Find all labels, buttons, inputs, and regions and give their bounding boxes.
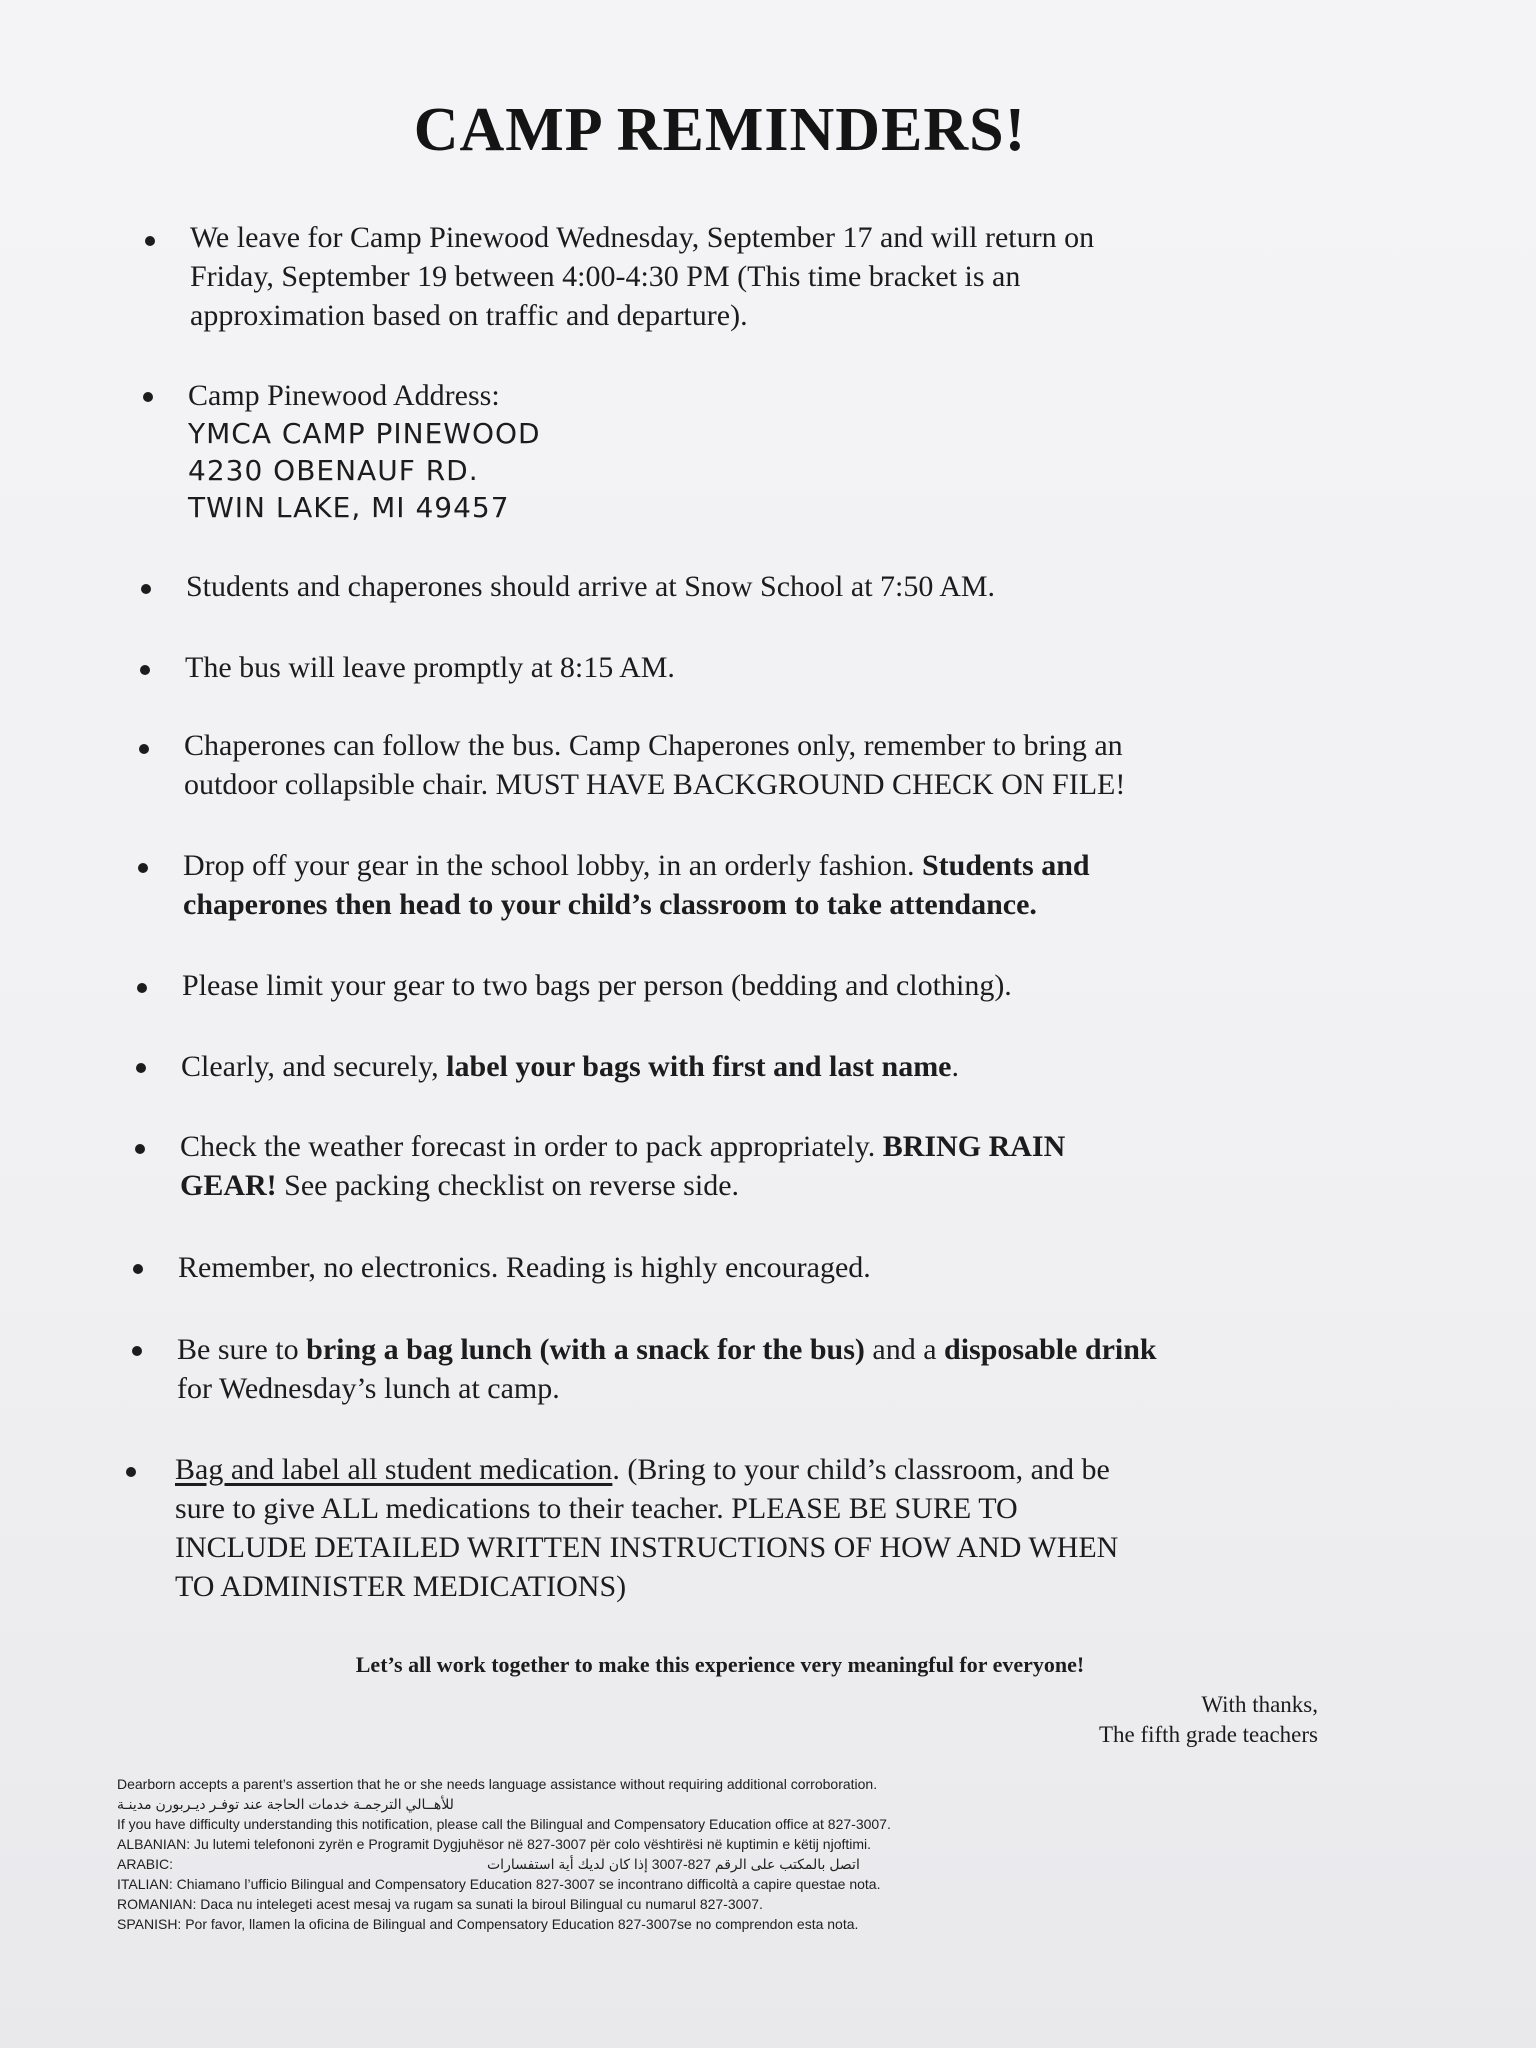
list-item-weather: Check the weather forecast in order to pack appropriately. BRING RAIN GEAR! See packing checklist on reverse side. xyxy=(180,1130,1066,1202)
list-item-gear-limit: Please limit your gear to two bags per person (bedding and clothing). xyxy=(182,969,1012,1002)
language-assistance-notice: Dearborn accepts a parent’s assertion that he or she needs language assistance without requiring additional corroboration. للأهــالي الترجمـة خدمات الحاجة عند توفـر ديـربورن مدينـة If you have difficulty understanding this notification, please call the Bilingual and Compensatory Education office at 827-3007. ALBANIAN: Ju lutemi telefononi zyrën e Programit Dygjuhësor në 827-3007 për colo vështirësi në kuptimin e këtij njoftimi. ARABIC: اتصل بالمكتب على الرقم 827-3007 إذا كان لديك أية استفسارات ITALIAN: Chiamano l’ufficio Bilingual and Compensatory Education 827-3007 se incontrano difficoltà a capire questae nota. ROMANIAN: Daca nu intelegeti acest mesaj va rugam sa sunati la biroul Bilingual cu numarul 827-3007. SPANISH: Por favor, llamen la oficina de Bilingual and Compensatory Education 827-3007se no comprendon esta nota. xyxy=(117,1776,891,1932)
list-item-labels: Clearly, and securely, label your bags with first and last name. xyxy=(181,1050,959,1083)
signoff: With thanks, The fifth grade teachers xyxy=(1098,1692,1318,1747)
closing-statement: Let’s all work together to make this experience very meaningful for everyone! xyxy=(355,1652,1085,1677)
list-item-chaperones: Chaperones can follow the bus. Camp Chaperones only, remember to bring an outdoor collapsible chair. MUST HAVE BACKGROUND CHECK ON FILE! xyxy=(184,729,1126,801)
bullet-icon xyxy=(136,1063,146,1073)
list-item-departure: We leave for Camp Pinewood Wednesday, September 17 and will return on Friday, September 19 between 4:00-4:30 PM (This time bracket is an approximation based on traffic and departure). xyxy=(190,221,1095,332)
page-title: CAMP REMINDERS! xyxy=(413,96,1027,164)
bullet-icon xyxy=(132,1346,142,1356)
bullet-icon xyxy=(126,1467,136,1477)
bullet-icon xyxy=(133,1264,143,1274)
list-item-address: Camp Pinewood Address: YMCA CAMP PINEWOOD 4230 OBENAUF RD. TWIN LAKE, MI 49457 xyxy=(188,379,541,524)
list-item-arrival: Students and chaperones should arrive at Snow School at 7:50 AM. xyxy=(186,570,996,603)
list-item-drop-off: Drop off your gear in the school lobby, in an orderly fashion. Students and chaperones then head to your child’s classroom to take attendance. xyxy=(183,849,1090,921)
bullet-icon xyxy=(137,983,147,993)
list-item-lunch: Be sure to bring a bag lunch (with a snack for the bus) and a disposable drink for Wednesday’s lunch at camp. xyxy=(177,1333,1157,1405)
bullet-icon xyxy=(138,863,148,873)
list-item-bus: The bus will leave promptly at 8:15 AM. xyxy=(185,651,675,684)
bullet-icon xyxy=(143,392,153,402)
address-block: YMCA CAMP PINEWOOD 4230 OBENAUF RD. TWIN LAKE, MI 49457 xyxy=(188,417,541,524)
bullet-icon xyxy=(139,744,149,754)
bullet-icon xyxy=(140,665,150,675)
list-item-medication: Bag and label all student medication. (Bring to your child’s classroom, and be sure to give ALL medications to their teacher. PLEASE BE SURE TO INCLUDE DETAILED WRITTEN INSTRUCTIONS OF HOW AND WHEN TO ADMINISTER MEDICATIONS) xyxy=(175,1453,1119,1603)
bullet-icon xyxy=(145,236,155,246)
bullet-icon xyxy=(141,584,151,594)
list-item-electronics: Remember, no electronics. Reading is highly encouraged. xyxy=(178,1251,871,1284)
bullet-icon xyxy=(135,1144,145,1154)
